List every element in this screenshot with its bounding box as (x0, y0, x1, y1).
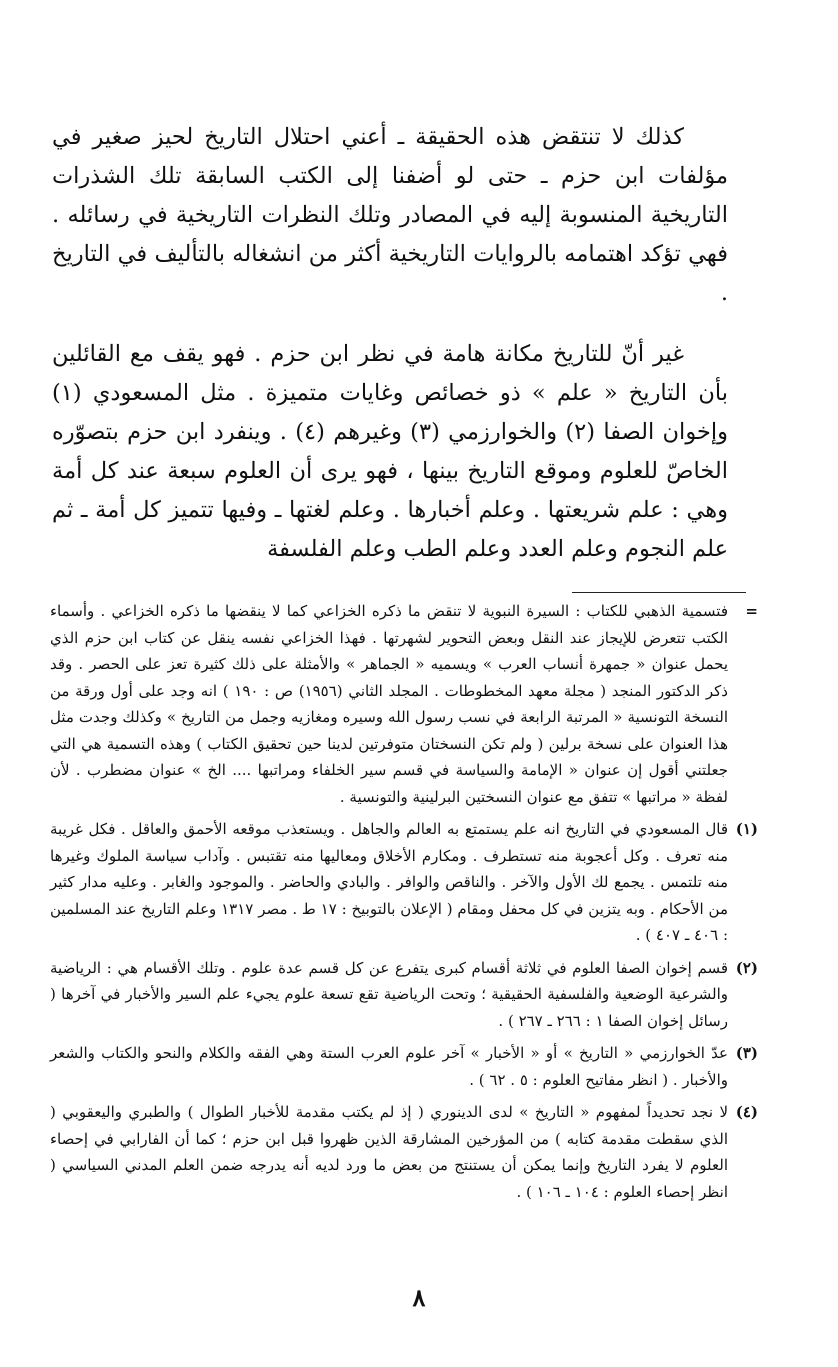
footnote-text: فتسمية الذهبي للكتاب : السيرة النبوية لا تنقض ما ذكره الخزاعي كما لا ينقضها ما ذكره الخزاعي . وأسماء الكتب تتعرض للإيجاز عند النقل وبعض التحوير لشهرتها . فهذا الخزاعي نفسه ينقل عن كتاب ابن حزم الذي يحمل عنوان « جمهرة أنساب العرب » ويسميه « الجماهر » والأمثلة على ذلك كثيرة تعز على الحصر . وقد ذكر الدكتور المنجد ( مجلة معهد المخطوطات . المجلد الثاني (١٩٥٦) ص : ١٩٠ ) انه وجد على أول ورقة من النسخة التونسية « المرتبة الرابعة في نسب رسول الله وسيره ومغازيه وجمل من التاريخ » وكذلك وجدت مثل هذا العنوان على نسخة برلين ( ولم تكن النسختان متوفرتين لدينا حين تحقيق الكتاب ) وهذه التسمية هي التي جعلتني أقول إن عنوان « الإمامة والسياسة في قسم سير الخلفاء ومراتبها .... الخ » عنوان مضطرب . لأن لفظة « مراتبها » تتفق مع عنوان النسختين البرلينية والتونسية . (50, 602, 728, 806)
footnote-text: لا نجد تحديداً لمفهوم « التاريخ » لدى الدينوري ( إذ لم يكتب مقدمة للأخبار الطوال ) والطبري واليعقوبي ( الذي سقطت مقدمة كتابه ) من المؤرخين المشارقة الذين ظهروا قبل ابن حزم ؛ كما أن الفارابي في إحصاء العلوم لا يفرد التاريخ وإنما يمكن أن يستنتج من بعض ما ورد لديه أنه يدرجه ضمن العلم المدني السياسي ( انظر إحصاء العلوم : ١٠٤ ـ ١٠٦ ) . (50, 1103, 728, 1201)
footnote-divider (572, 592, 746, 593)
footnotes (50, 598, 758, 1211)
footnote-continuation (50, 598, 758, 810)
body-paragraph: غير أنّ للتاريخ مكانة هامة في نظر ابن حزم . فهو يقف مع القائلين بأن التاريخ « علم » ذو خصائص وغايات متميزة . مثل المسعودي (١) وإخوان الصفا (٢) والخوارزمي (٣) وغيرهم (٤) . وينفرد ابن حزم بتصوّره الخاصّ للعلوم وموقع التاريخ بينها ، فهو يرى أن العلوم سبعة عند كل أمة وهي : علم شريعتها . وعلم أخبارها . وعلم لغتها ـ وفيها تتميز كل أمة ـ ثم علم النجوم وعلم العدد وعلم الطب وعلم الفلسفة (52, 341, 728, 562)
footnote-1 (50, 816, 758, 949)
footnote-2 (50, 955, 758, 1035)
page-number: ٨ (412, 1283, 426, 1312)
footnote-marker: (١) (735, 820, 758, 838)
footnote-marker: (٤) (735, 1103, 758, 1121)
footnote-text: عدّ الخوارزمي « التاريخ » أو « الأخبار » آخر علوم العرب الستة وهي الفقه والكلام والنحو والكتاب والشعر والأخبار . ( انظر مفاتيح العلوم : ٥ . ٦٢ ) . (50, 1044, 728, 1089)
footnote-marker: (٢) (735, 958, 758, 977)
footnote-text: قال المسعودي في التاريخ انه علم يستمتع به العالم والجاهل . ويستعذب موقعه الأحمق والعاقل . فكل غريبة منه تعرف . وكل أعجوبة منه تستطرف . ومكارم الأخلاق ومعاليها منه تقتبس . وآداب سياسة الملوك وغيرها منه تلتمس . يجمع لك الأول والآخر . والناقص والوافر . والبادي والحاضر . والموجود والغابر . وعليه مدار كثير من الأحكام . وبه يتزين في كل محفل ومقام ( الإعلان بالتوبيخ : ١٧ ط . مصر ١٣١٧ وعلم التاريخ عند المسلمين : ٤٠٦ ـ ٤٠٧ ) . (50, 820, 729, 944)
body-paragraph: كذلك لا تنتقض هذه الحقيقة ـ أعني احتلال التاريخ لحيز صغير في مؤلفات ابن حزم ـ حتى لو أضفنا إلى الكتب السابقة تلك الشذرات التاريخية المنسوبة إليه في المصادر وتلك النظرات التاريخية في رسائله . فهي تؤكد اهتمامه بالروايات التاريخية أكثر من انشغاله بالتأليف في التاريخ . (52, 124, 728, 306)
footnote-text: قسم إخوان الصفا العلوم في ثلاثة أقسام كبرى يتفرع عن كل قسم عدة علوم . وتلك الأقسام هي : الرياضية والشرعية الوضعية والفلسفية الحقيقية ؛ وتحت الرياضية تقع تسعة علوم يجيء علم السير والأخبار في آخرها ( رسائل إخوان الصفا ١ : ٢٦٦ ـ ٢٦٧ ) . (50, 958, 728, 1030)
footnote-marker: (٣) (735, 1044, 758, 1062)
main-text (52, 118, 728, 591)
footnote-4 (50, 1099, 758, 1205)
footnote-marker: = (745, 602, 758, 620)
footnote-3 (50, 1040, 758, 1093)
